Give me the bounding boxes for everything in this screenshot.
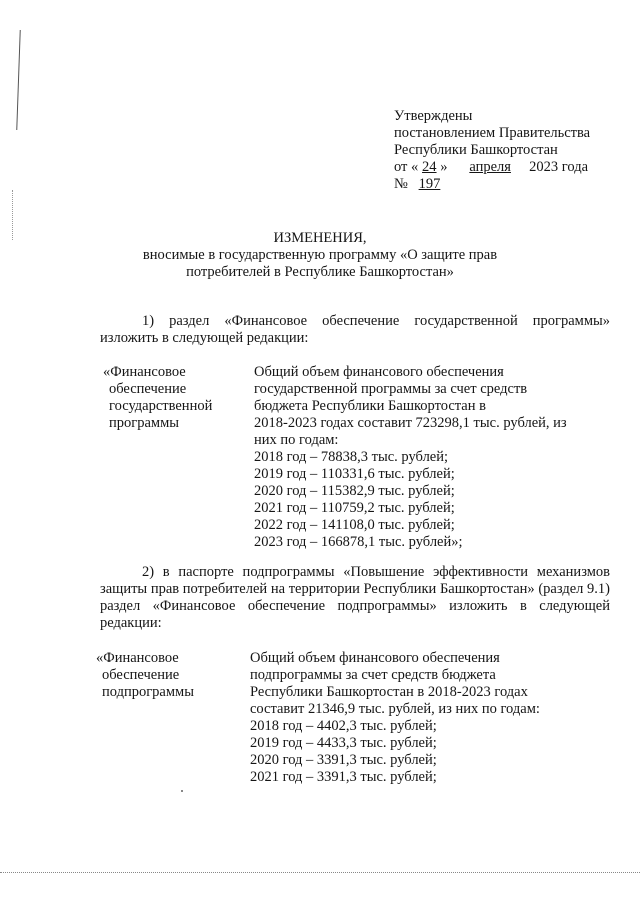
approval-date-year: 2023 года	[529, 159, 589, 175]
section-1-year-row: 2018 год – 78838,3 тыс. рублей;	[254, 449, 449, 465]
approval-number-prefix: №	[394, 176, 412, 192]
approval-date-day: 24	[422, 159, 437, 175]
approval-block	[394, 108, 634, 193]
scan-speck	[181, 790, 183, 792]
approval-date-prefix: от «	[394, 159, 419, 175]
section-1-intro: 1) раздел «Финансовое обеспечение государственной программы» изложить в следующей редакции:	[100, 313, 610, 346]
section-2-label-line: подпрограммы	[102, 684, 194, 700]
section-1-value-line: 2018-2023 годах составит 723298,1 тыс. рублей, из	[254, 415, 567, 431]
section-1-label-line: государственной	[109, 398, 213, 414]
approval-line-1: Утверждены	[394, 108, 473, 124]
approval-line-3: Республики Башкортостан	[394, 142, 558, 158]
section-2-intro: 2) в паспорте подпрограммы «Повышение эффективности механизмов защиты прав потребителей на территории Республики Башкортостан» (раздел 9.1) раздел «Финансовое обеспечение подпрограммы» изложить в следующей редакции:	[100, 564, 610, 631]
section-2-value	[250, 650, 610, 786]
section-1-label-line: обеспечение	[109, 381, 187, 397]
section-1-value-line: них по годам:	[254, 432, 339, 448]
approval-date	[394, 159, 634, 176]
title-line-3: потребителей в Республике Башкортостан»	[186, 264, 454, 280]
section-1-label-line: «Финансовое	[103, 364, 186, 380]
section-1-year-row: 2023 год – 166878,1 тыс. рублей»;	[254, 534, 463, 550]
section-2-year-row: 2020 год – 3391,3 тыс. рублей;	[250, 752, 437, 768]
section-2-label	[96, 650, 246, 701]
section-1-value	[254, 364, 614, 551]
section-1-label	[103, 364, 253, 432]
approval-date-mid: »	[440, 159, 452, 175]
section-1-value-line: бюджета Республики Башкортостан в	[254, 398, 486, 414]
section-1-year-row: 2021 год – 110759,2 тыс. рублей;	[254, 500, 455, 516]
page-bottom-rule	[0, 872, 640, 874]
section-2-year-row: 2021 год – 3391,3 тыс. рублей;	[250, 769, 437, 785]
section-1-value-line: Общий объем финансового обеспечения	[254, 364, 504, 380]
section-1-year-row: 2020 год – 115382,9 тыс. рублей;	[254, 483, 455, 499]
document-title	[0, 230, 640, 281]
section-2-value-line: Общий объем финансового обеспечения	[250, 650, 500, 666]
section-2-value-line: подпрограммы за счет средств бюджета	[250, 667, 496, 683]
section-1-year-row: 2022 год – 141108,0 тыс. рублей;	[254, 517, 455, 533]
section-1-value-line: государственной программы за счет средств	[254, 381, 528, 397]
section-1-year-row: 2019 год – 110331,6 тыс. рублей;	[254, 466, 455, 482]
title-line-2: вносимые в государственную программу «О защите прав	[142, 247, 498, 263]
approval-number	[394, 176, 634, 193]
section-2-value-line: составит 21346,9 тыс. рублей, из них по годам:	[250, 701, 540, 717]
approval-date-month: апреля	[469, 159, 511, 175]
title-heading: ИЗМЕНЕНИЯ,	[273, 230, 367, 246]
section-1-label-line: программы	[109, 415, 179, 431]
section-2-value-line: Республики Башкортостан в 2018-2023 годах	[250, 684, 528, 700]
section-2-label-line: «Финансовое	[96, 650, 179, 666]
section-2-year-row: 2019 год – 4433,3 тыс. рублей;	[250, 735, 437, 751]
approval-number-value: 197	[418, 176, 441, 192]
section-2-label-line: обеспечение	[102, 667, 180, 683]
approval-line-2: постановлением Правительства	[394, 125, 591, 141]
margin-scan-line	[16, 30, 20, 130]
section-2-year-row: 2018 год – 4402,3 тыс. рублей;	[250, 718, 437, 734]
